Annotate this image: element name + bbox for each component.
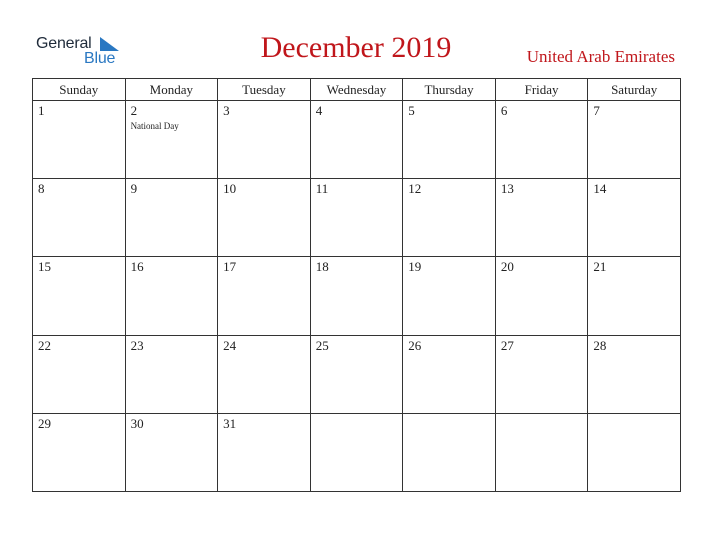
- day-cell: [125, 335, 218, 413]
- day-cell: [495, 335, 588, 413]
- weekday-header: Thursday: [403, 79, 496, 101]
- day-cell: [403, 179, 496, 257]
- day-cell: [495, 101, 588, 179]
- country-name: United Arab Emirates: [526, 47, 675, 66]
- weekday-header: Saturday: [588, 79, 681, 101]
- week-row: [33, 335, 681, 413]
- day-number: 28: [593, 337, 607, 353]
- day-cell: [495, 257, 588, 335]
- week-row: [33, 413, 681, 491]
- day-cell: [218, 101, 311, 179]
- day-number: 20: [500, 259, 514, 275]
- day-cell: [588, 101, 681, 179]
- day-number: 10: [223, 181, 237, 197]
- day-number: 6: [500, 103, 508, 118]
- day-number: 11: [315, 181, 329, 197]
- day-cell: [33, 335, 126, 413]
- day-cell: [125, 257, 218, 335]
- generalblue-logo: [36, 35, 146, 71]
- holiday-label: National Day: [130, 121, 179, 131]
- day-number: 22: [38, 337, 51, 353]
- day-number: 8: [38, 181, 45, 197]
- day-number: 30: [130, 415, 144, 431]
- weekday-header: Wednesday: [310, 79, 403, 101]
- day-cell: [588, 335, 681, 413]
- day-number: 7: [593, 103, 600, 118]
- day-number: 5: [408, 103, 415, 118]
- day-number: 9: [130, 181, 138, 197]
- day-number: 3: [223, 103, 230, 118]
- day-cell: [310, 257, 403, 335]
- day-number: 18: [315, 259, 329, 275]
- day-cell: [33, 101, 126, 179]
- day-number: 1: [38, 103, 45, 118]
- day-number: 31: [223, 415, 237, 431]
- day-cell: [495, 179, 588, 257]
- week-row: [33, 101, 681, 179]
- weekday-header: Monday: [125, 79, 218, 101]
- day-cell: [403, 257, 496, 335]
- day-number: 25: [315, 337, 329, 353]
- logo-text-blue: Blue: [84, 50, 116, 67]
- day-cell: [33, 179, 126, 257]
- day-cell: [125, 413, 218, 491]
- day-number: 21: [593, 259, 607, 275]
- calendar-grid: [32, 78, 681, 492]
- day-cell: [125, 101, 218, 179]
- day-number: 29: [38, 415, 51, 431]
- week-row: [33, 179, 681, 257]
- day-cell: [403, 101, 496, 179]
- day-cell: [125, 179, 218, 257]
- day-cell: [310, 335, 403, 413]
- weekday-header: Friday: [495, 79, 588, 101]
- day-number: 2: [130, 103, 138, 118]
- day-number: 24: [223, 337, 237, 353]
- day-cell: [588, 413, 681, 491]
- weekday-header: Sunday: [33, 79, 126, 101]
- day-number: 27: [500, 337, 514, 353]
- weekday-header-row: [33, 79, 681, 101]
- day-cell: [218, 179, 311, 257]
- day-cell: [33, 257, 126, 335]
- week-row: [33, 257, 681, 335]
- day-number: 13: [500, 181, 514, 197]
- day-cell: [403, 335, 496, 413]
- day-cell: [218, 257, 311, 335]
- day-number: 19: [408, 259, 422, 275]
- logo-text-general: General: [36, 35, 92, 52]
- day-cell: [310, 101, 403, 179]
- day-number: 17: [223, 259, 237, 275]
- day-cell: [588, 179, 681, 257]
- day-number: 26: [408, 337, 422, 353]
- day-cell: [33, 413, 126, 491]
- day-number: 14: [593, 181, 607, 197]
- day-cell: [495, 413, 588, 491]
- weekday-header: Tuesday: [218, 79, 311, 101]
- day-cell: [310, 413, 403, 491]
- day-cell: [218, 335, 311, 413]
- month-title: December 2019: [260, 31, 452, 64]
- day-cell: [403, 413, 496, 491]
- day-number: 23: [130, 337, 144, 353]
- day-number: 4: [315, 103, 323, 118]
- day-cell: [218, 413, 311, 491]
- day-number: 15: [38, 259, 51, 275]
- day-cell: [310, 179, 403, 257]
- day-cell: [588, 257, 681, 335]
- day-number: 12: [408, 181, 422, 197]
- day-number: 16: [130, 259, 144, 275]
